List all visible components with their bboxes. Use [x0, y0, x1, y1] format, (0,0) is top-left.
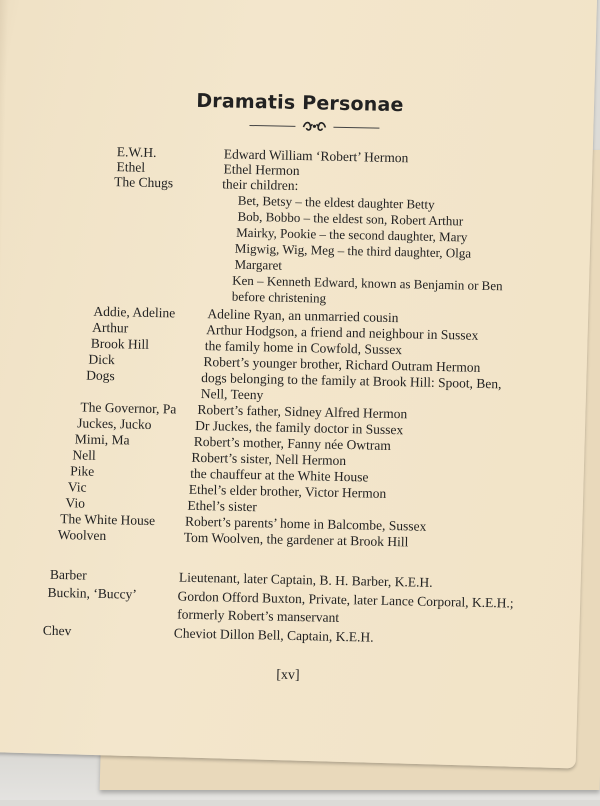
entry-description: Tom Woolven, the gardener at Brook Hill — [183, 529, 409, 550]
entry-name: E.W.H. — [116, 144, 157, 161]
entry-description: Robert’s younger brother, Richard Outram Hermon — [203, 354, 481, 375]
entry-name: Brook Hill — [90, 335, 150, 352]
entry-description: the chauffeur at the White House — [190, 465, 369, 485]
page-title: Dramatis Personae — [196, 89, 404, 117]
entry-name: Addie, Adeline — [93, 303, 176, 321]
entry-name: Chev — [42, 622, 72, 639]
entry-name: Dick — [88, 351, 115, 368]
entry-description: Ethel’s sister — [187, 497, 258, 515]
entry-description: Adeline Ryan, an unmarried cousin — [207, 306, 399, 326]
page-number: [xv] — [276, 667, 300, 684]
entry-name: The White House — [60, 511, 156, 529]
ornament-rule-left — [249, 125, 295, 127]
entry-name: Juckes, Jucko — [77, 415, 152, 432]
entry-description: Robert’s mother, Fanny née Owtram — [193, 433, 391, 453]
entry-description: Robert’s parents’ home in Balcombe, Sussex — [184, 513, 427, 534]
child-entry: Bet, Betsy – the eldest daughter Betty — [237, 192, 435, 212]
entry-name: Mimi, Ma — [74, 431, 130, 448]
entry-name: Barber — [49, 566, 87, 583]
child-entry: Migwig, Wig, Meg – the third daughter, Olga Margaret — [234, 240, 472, 273]
entry-name: Pike — [70, 463, 95, 479]
entry-description: Ethel Hermon — [223, 161, 300, 179]
entry-name: Ethel — [116, 159, 146, 175]
entry-name: Buckin, ‘Buccy’ — [47, 584, 138, 602]
entry-name: The Governor, Pa — [80, 399, 177, 417]
entry-name: Vio — [65, 495, 86, 511]
child-entry: Mairky, Pookie – the second daughter, Mary — [236, 224, 468, 245]
ornament-rule-right — [333, 127, 379, 129]
entry-description: their children: — [222, 176, 299, 193]
entry-description: Dr Juckes, the family doctor in Sussex — [195, 417, 404, 438]
entry-description: dogs belonging to the family at Brook Hill: Spoot, Ben, Nell, Teeny — [200, 369, 502, 403]
child-entry: Ken – Kenneth Edward, known as Benjamin or Ben before christening — [231, 272, 503, 306]
entry-description: the family home in Cowfold, Sussex — [204, 338, 403, 358]
entry-name: Vic — [67, 479, 87, 495]
title-ornament — [249, 117, 379, 136]
entry-name: Woolven — [57, 527, 107, 544]
entry-description: Ethel’s elder brother, Victor Hermon — [188, 481, 387, 501]
entry-name: The Chugs — [114, 174, 174, 191]
entry-description: Lieutenant, later Captain, B. H. Barber, K.E.H. — [178, 569, 433, 590]
fleuron-icon — [299, 118, 329, 135]
entry-description: Robert’s father, Sidney Alfred Hermon — [197, 401, 408, 422]
entry-description: Edward William ‘Robert’ Hermon — [223, 146, 409, 166]
entry-name: Nell — [72, 447, 96, 463]
entry-name: Arthur — [92, 319, 129, 336]
entry-description: Arthur Hodgson, a friend and neighbour in Sussex — [206, 322, 479, 343]
entry-description: Gordon Offord Buxton, Private, later Lance Corporal, K.E.H.; formerly Robert’s manservant — [177, 588, 514, 625]
entry-description: Cheviot Dillon Bell, Captain, K.E.H. — [173, 625, 374, 645]
child-entry: Bob, Bobbo – the eldest son, Robert Arthur — [237, 208, 464, 229]
entry-description: Robert’s sister, Nell Hermon — [191, 449, 347, 469]
entry-name: Dogs — [86, 367, 115, 384]
